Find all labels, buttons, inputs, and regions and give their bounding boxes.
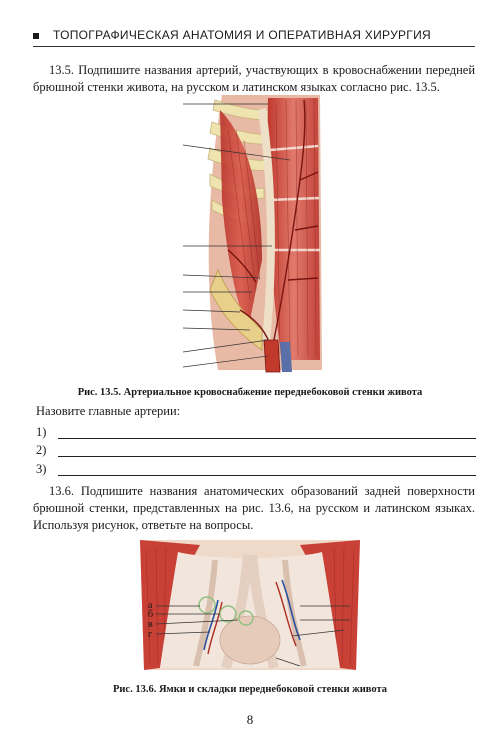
fig-label-a: а	[148, 600, 153, 611]
fig-label-v: в	[148, 619, 153, 630]
page-number: 8	[246, 712, 254, 727]
task-13-6-number: 13.6.	[49, 484, 74, 498]
figure-13-5-caption: Рис. 13.5. Артериальное кровоснабжение переднебоковой стенки живота	[77, 387, 423, 398]
fig-label-g: г	[148, 629, 153, 640]
answer-line-label: 1)	[36, 425, 47, 439]
task-13-5-text: Подпишите названия артерий, участвующих в кровоснабжении передней брюшной стенки живота, на русском и латинском языках согласно рис. 13.5.	[33, 63, 476, 94]
task-13-6-text: Подпишите названия анатомических образований задней поверхности брюшной стенки, представленных на рис. 13.6, на русском и латинском языках. Используя рисунок, ответьте на вопросы.	[33, 484, 475, 532]
answer-line-label: 3)	[36, 462, 47, 476]
figure-13-6-caption: Рис. 13.6. Ямки и складки переднебоковой стенки живота	[112, 684, 388, 695]
task-13-5-number: 13.5.	[49, 63, 74, 77]
answer-line-label: 2)	[36, 443, 47, 457]
fig-label-b: б	[148, 609, 154, 620]
header-title: ТОПОГРАФИЧЕСКАЯ АНАТОМИЯ И ОПЕРАТИВНАЯ ХИРУРГИЯ	[53, 28, 431, 42]
question-prompt: Назовите главные артерии:	[36, 404, 181, 418]
